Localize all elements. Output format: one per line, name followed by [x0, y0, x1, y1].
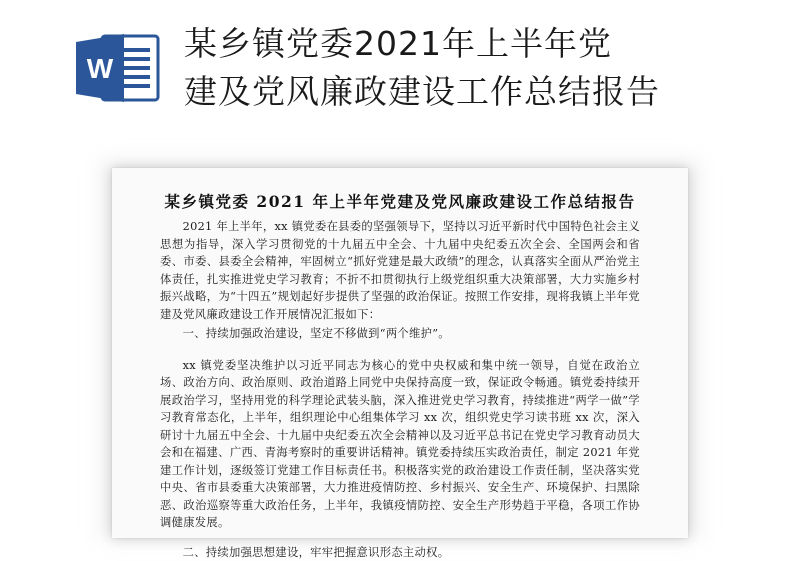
document-title: 某乡镇党委 2021 年上半年党建及党风廉政建设工作总结报告	[112, 190, 688, 212]
document-page	[112, 168, 688, 538]
headline	[184, 20, 784, 116]
section-heading-2: 二、持续加强思想建设，牢牢把握意识形态主动权。	[160, 544, 640, 561]
headline-line-1: 某乡镇党委2021年上半年党	[184, 20, 784, 68]
headline-line-2: 建及党风廉政建设工作总结报告	[184, 68, 784, 116]
word-document-icon	[72, 30, 164, 106]
paragraph-intro: 2021 年上半年，xx 镇党委在县委的坚强领导下，坚持以习近平新时代中国特色社会主义思想为指导，深入学习贯彻党的十九届五中全会、十九届中央纪委五次全会、全国两会和省委、市委、县委全会精神，牢固树立“抓好党建是最大政绩”的理念，认真落实全面从严治党主体责任，扎实推进党史学习教育；不折不扣贯彻执行上级党组织重大决策部署，大力实施乡村振兴战略，为“十四五”规划起好步提供了坚强的政治保证。按照工作安排，现将我镇上半年党建及党风廉政建设工作开展情况汇报如下：	[160, 218, 640, 323]
paragraph-section-1: xx 镇党委坚决维护以习近平同志为核心的党中央权威和集中统一领导，自觉在政治立场、政治方向、政治原则、政治道路上同党中央保持高度一致，保证政令畅通。镇党委持续开展政治学习，坚持用党的科学理论武装头脑，深入推进党史学习教育，持续推进“两学一做”学习教育常态化，上半年，组织理论中心组集体学习 xx 次，组织党史学习读书班 xx 次，深入研讨十九届五中全会、十九届中央纪委五次全会精神以及习近平总书记在党史学习教育动员大会和在福建、广西、青海考察时的重要讲话精神。镇党委持续压实政治责任，制定 2021 年党建工作计划，逐级签订党建工作目标责任书。积极落实党的政治建设工作责任制，坚决落实党中央、省市县委重大决策部署，大力推进疫情防控、乡村振兴、安全生产、环境保护、扫黑除恶、政治巡察等重大政治任务，上半年，我镇疫情防控、安全生产形势趋于平稳，各项工作协调健康发展。	[160, 357, 640, 532]
word-icon-letter: W	[87, 53, 114, 84]
document-body	[160, 218, 640, 561]
section-heading-1: 一、持续加强政治建设，坚定不移做到“两个维护”。	[160, 325, 640, 343]
